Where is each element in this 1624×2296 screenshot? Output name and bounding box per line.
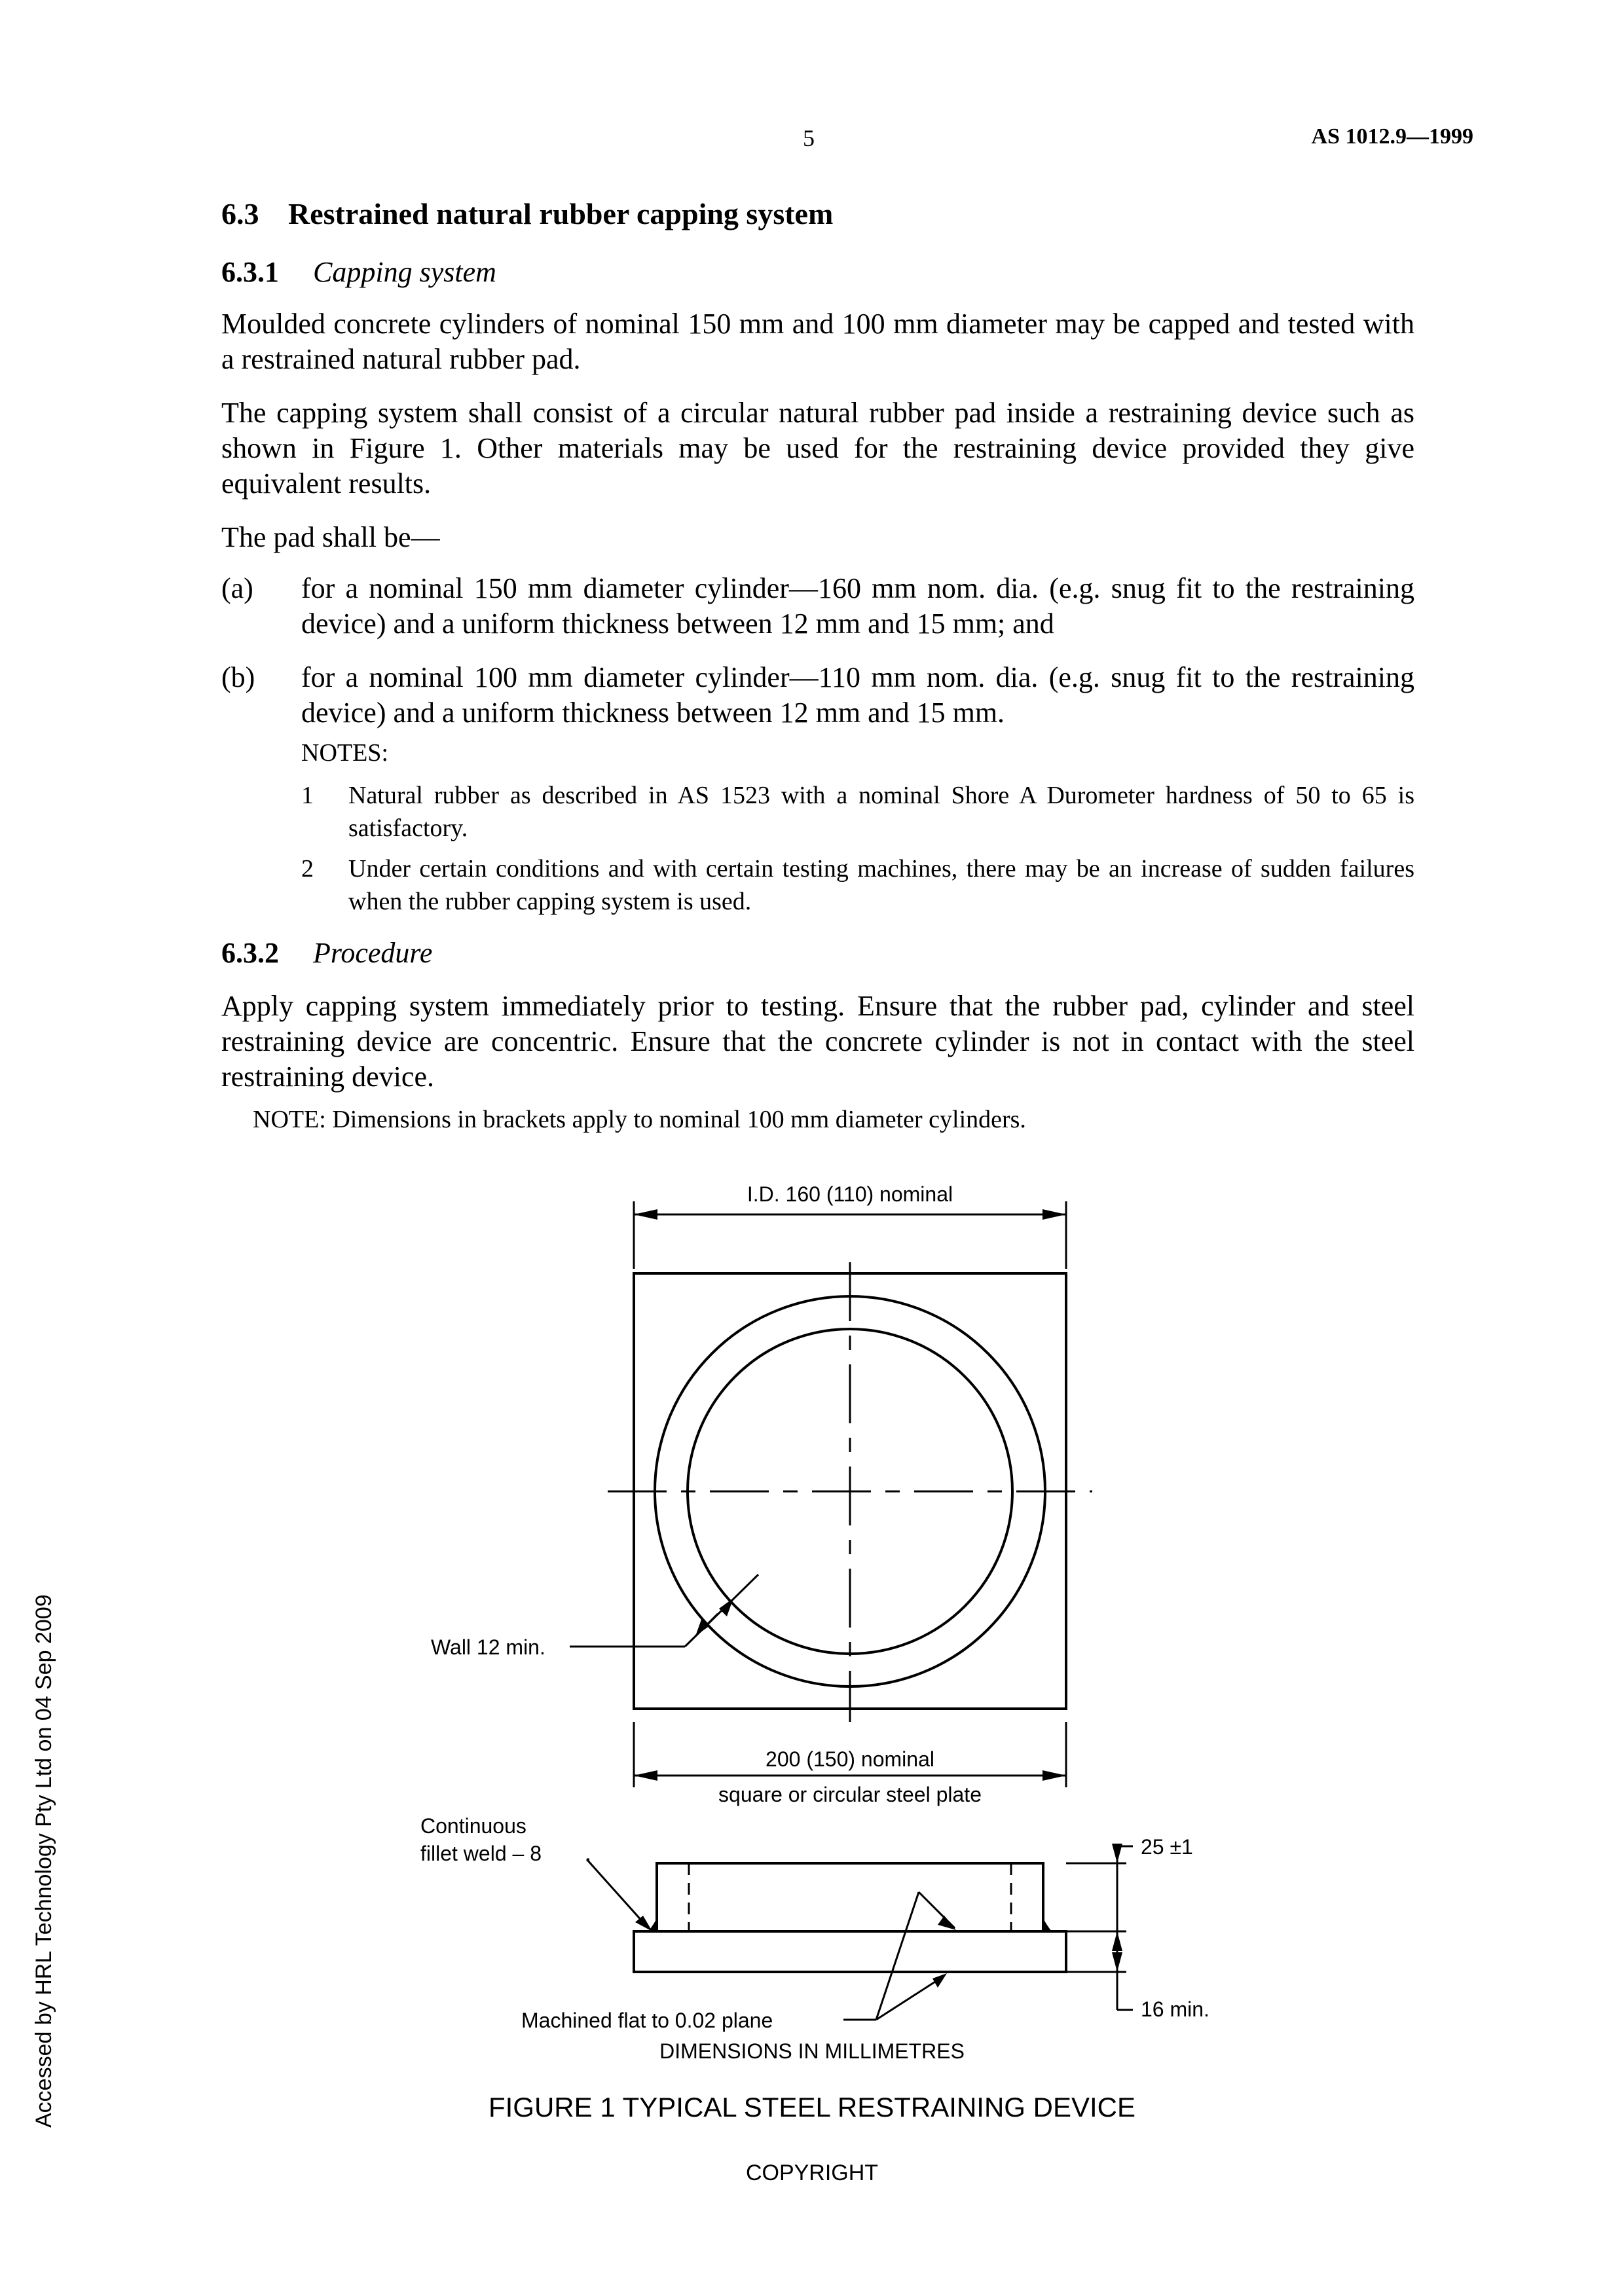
id-dimension-label: I.D. 160 (110) nominal	[747, 1182, 953, 1206]
note-label: 1	[301, 782, 314, 809]
paragraph: Apply capping system immediately prior to testing. Ensure that the rubber pad, cylinder and steel restraining device are concentric. Ensure that the concrete cylinder is not in contact with the steel restraining device.	[221, 990, 1414, 1093]
page-number: 5	[803, 125, 815, 151]
section-title: Restrained natural rubber capping system	[288, 197, 834, 230]
subsection-title: Procedure	[313, 937, 433, 969]
standard-number: AS 1012.9—1999	[1311, 124, 1473, 149]
weld-label-line-2: fillet weld – 8	[420, 1842, 542, 1865]
access-watermark: Accessed by HRL Technology Pty Ltd on 04 Sep 2009	[31, 1594, 56, 2128]
copyright-footer: COPYRIGHT	[745, 2160, 879, 2185]
section-plate	[634, 1931, 1066, 1972]
list-item-label: (a)	[221, 572, 253, 604]
arrow-head	[1043, 1770, 1066, 1781]
plate-material-label: square or circular steel plate	[718, 1783, 982, 1806]
arrow-head	[634, 1209, 657, 1220]
arrow-head	[1112, 1952, 1122, 1972]
note-text: Natural rubber as described in AS 1523 with a nominal Shore A Durometer hardness of 50 to 65 is satisfactory.	[348, 782, 1414, 842]
wall-label: Wall 12 min.	[431, 1635, 545, 1659]
height-label: 25 ±1	[1141, 1835, 1193, 1859]
arrow-head	[695, 1618, 710, 1636]
arrow-head	[1043, 1209, 1066, 1220]
arrow-head	[932, 1973, 947, 1988]
paragraph: Moulded concrete cylinders of nominal 150 mm and 100 mm diameter may be capped and tested with a restrained natural rubber pad.	[221, 308, 1414, 375]
arrow-head	[719, 1598, 733, 1616]
weld-label-line-1: Continuous	[420, 1814, 526, 1838]
plate-size-label: 200 (150) nominal	[766, 1747, 934, 1771]
subsection-title: Capping system	[313, 256, 496, 288]
arrow-head	[1112, 1844, 1122, 1863]
subsection-number: 6.3.2	[221, 937, 279, 969]
paragraph: The pad shall be—	[221, 521, 440, 553]
machined-label: Machined flat to 0.02 plane	[521, 2009, 773, 2032]
paragraph: The capping system shall consist of a circular natural rubber pad inside a restraining device such as shown in Figure 1. Other materials may be used for the restraining device provided they give equivalent results.	[221, 397, 1414, 500]
arrow-head	[635, 1916, 652, 1931]
figure-caption: FIGURE 1 TYPICAL STEEL RESTRAINING DEVICE	[488, 2092, 1135, 2123]
section-number: 6.3	[221, 197, 259, 230]
plate-thickness-label: 16 min.	[1141, 1997, 1209, 2021]
arrow-head	[1112, 1931, 1122, 1951]
list-item-text: for a nominal 150 mm diameter cylinder—160 mm nom. dia. (e.g. snug fit to the restraining device) and a uniform thickness between 12 mm and 15 mm; and	[301, 572, 1414, 640]
list-item-text: for a nominal 100 mm diameter cylinder—110 mm nom. dia. (e.g. snug fit to the restraining device) and a uniform thickness between 12 mm and 15 mm.	[301, 661, 1414, 729]
note-label: 2	[301, 855, 314, 883]
dimension-note: NOTE: Dimensions in brackets apply to nominal 100 mm diameter cylinders.	[253, 1106, 1026, 1133]
arrow-head	[634, 1770, 657, 1781]
arrow-head	[938, 1916, 956, 1930]
subsection-number: 6.3.1	[221, 256, 279, 288]
dimensions-label: DIMENSIONS IN MILLIMETRES	[659, 2039, 965, 2063]
note-text: Under certain conditions and with certain testing machines, there may be an increase of sudden failures when the rubber capping system is used.	[348, 855, 1414, 915]
notes-header: NOTES:	[301, 739, 388, 767]
section-ring	[657, 1863, 1043, 1931]
list-item-label: (b)	[221, 661, 255, 693]
